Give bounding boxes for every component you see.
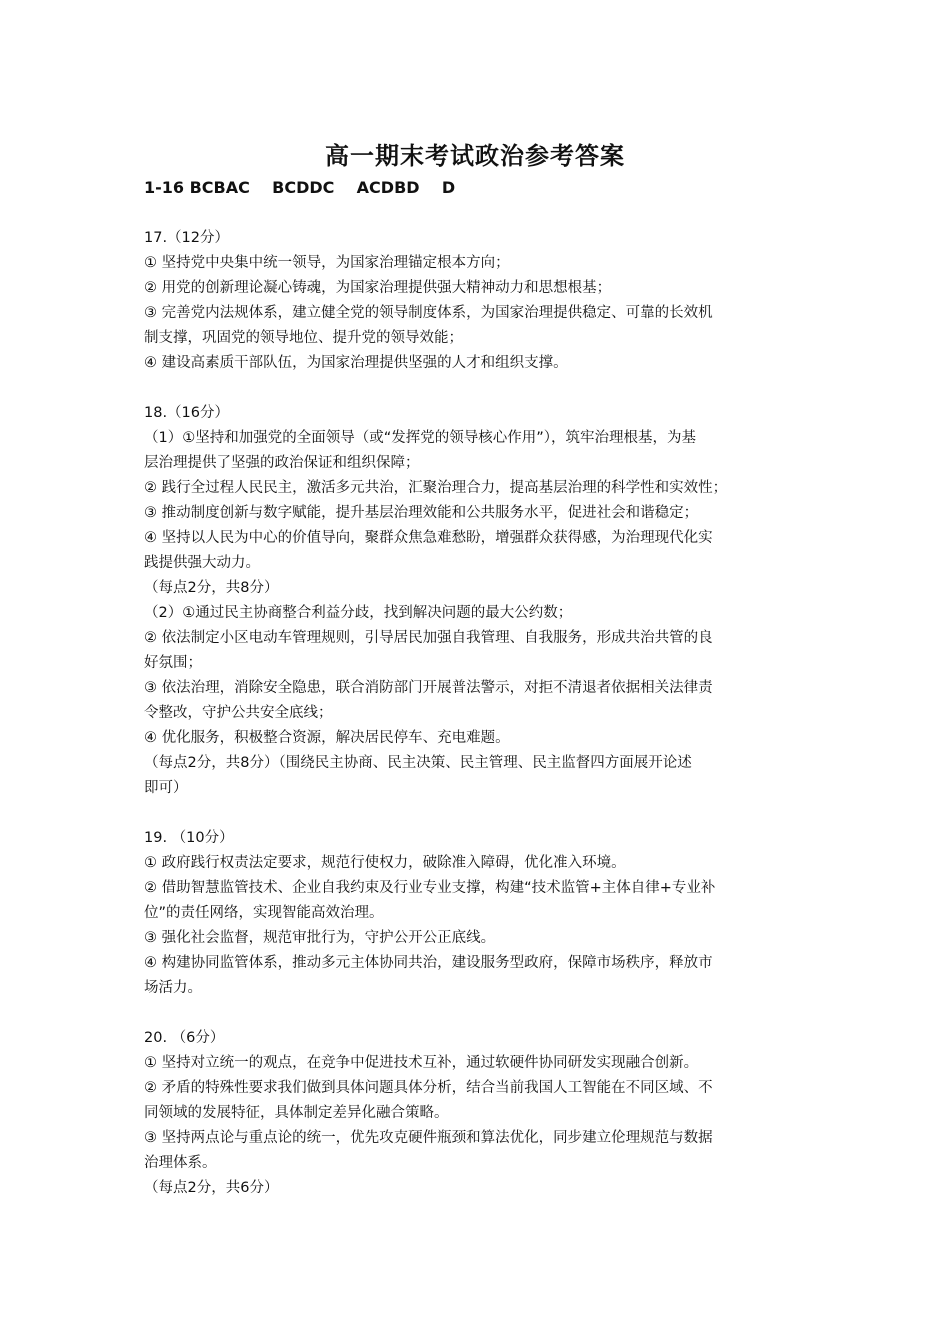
score-note: （每点2分，共8分） (144, 580, 279, 596)
answer-line: ③ 完善党内法规体系，建立健全党的领导制度体系，为国家治理提供稳定、可靠的长效机 (144, 305, 713, 321)
answer-line: 层治理提供了坚强的政治保证和组织保障； (144, 455, 420, 471)
score-note: （每点2分，共8分）（围绕民主协商、民主决策、民主管理、民主监督四方面展开论述 (144, 755, 692, 771)
multiple-choice-answers: 1-16 BCBAC BCDDC ACDBD D (144, 178, 456, 197)
answer-line: 令整改，守护公共安全底线； (144, 705, 333, 721)
section-18 (144, 401, 812, 801)
answer-line: ② 践行全过程人民民主，激活多元共治，汇聚治理合力，提高基层治理的科学性和实效性； (144, 480, 728, 496)
answer-line: ③ 依法治理，消除安全隐患，联合消防部门开展普法警示，对拒不清退者依据相关法律责 (144, 680, 713, 696)
answer-line: 治理体系。 (144, 1155, 217, 1171)
answer-line: ④ 建设高素质干部队伍，为国家治理提供坚强的人才和组织支撑。 (144, 355, 568, 371)
section-17 (144, 226, 812, 376)
answer-line: ② 借助智慧监管技术、企业自我约束及行业专业支撑，构建“技术监管+主体自律+专业补 (144, 880, 716, 896)
answer-line: ① 政府践行权责法定要求，规范行使权力，破除准入障碍，优化准入环境。 (144, 855, 626, 871)
answer-line: 场活力。 (144, 980, 202, 996)
answer-line: 践提供强大动力。 (144, 555, 260, 571)
answer-line: ③ 坚持两点论与重点论的统一，优先攻克硬件瓶颈和算法优化，同步建立伦理规范与数据 (144, 1130, 713, 1146)
answer-line: ④ 构建协同监管体系，推动多元主体协同共治，建设服务型政府，保障市场秩序，释放市 (144, 955, 713, 971)
section-heading: 17.（12分） (144, 230, 230, 246)
answer-line: （1）①坚持和加强党的全面领导（或“发挥党的领导核心作用”），筑牢治理根基，为基 (144, 430, 696, 446)
section-heading: 20. （6分） (144, 1030, 225, 1046)
answer-line: ④ 坚持以人民为中心的价值导向，聚群众焦急难愁盼，增强群众获得感，为治理现代化实 (144, 530, 713, 546)
section-19 (144, 826, 812, 1001)
score-note: （每点2分，共6分） (144, 1180, 279, 1196)
answer-body (144, 226, 812, 1201)
score-note: 即可） (144, 780, 188, 796)
answer-line: ④ 优化服务，积极整合资源，解决居民停车、充电难题。 (144, 730, 510, 746)
answer-line: 同领域的发展特征，具体制定差异化融合策略。 (144, 1105, 449, 1121)
answer-line: ② 用党的创新理论凝心铸魂，为国家治理提供强大精神动力和思想根基； (144, 280, 612, 296)
answer-line: （2）①通过民主协商整合利益分歧，找到解决问题的最大公约数； (144, 605, 573, 621)
answer-line: ③ 强化社会监督，规范审批行为，守护公开公正底线。 (144, 930, 496, 946)
answer-line: ① 坚持党中央集中统一领导，为国家治理锚定根本方向； (144, 255, 510, 271)
answer-line: 位”的责任网络，实现智能高效治理。 (144, 905, 384, 921)
section-heading: 19. （10分） (144, 830, 234, 846)
answer-line: ② 矛盾的特殊性要求我们做到具体问题具体分析，结合当前我国人工智能在不同区域、不 (144, 1080, 713, 1096)
section-heading: 18.（16分） (144, 405, 230, 421)
answer-line: 好氛围； (144, 655, 202, 671)
section-20 (144, 1026, 812, 1201)
answer-line: 制支撑，巩固党的领导地位、提升党的领导效能； (144, 330, 463, 346)
answer-line: ③ 推动制度创新与数字赋能，提升基层治理效能和公共服务水平，促进社会和谐稳定； (144, 505, 699, 521)
answer-line: ② 依法制定小区电动车管理规则，引导居民加强自我管理、自我服务，形成共治共管的良 (144, 630, 713, 646)
page-title: 高一期末考试政治参考答案 (325, 142, 625, 170)
answer-line: ① 坚持对立统一的观点，在竞争中促进技术互补，通过软硬件协同研发实现融合创新。 (144, 1055, 699, 1071)
